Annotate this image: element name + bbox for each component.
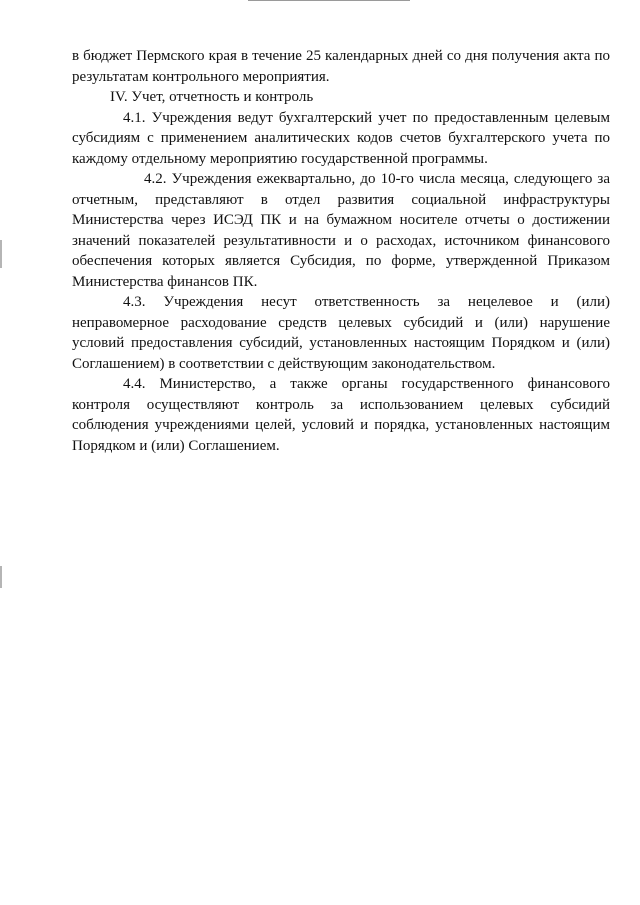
clause-4-3: 4.3. Учреждения несут ответственность за нецелевое и (или) неправомерное расходование средств целевых субсидий и (или) нарушение условий предоставления субсидий, установленных настоящим Порядком и (или) Соглашением) в соответствии с действующим законодательством. xyxy=(72,294,610,372)
clause-4-1: 4.1. Учреждения ведут бухгалтерский учет по предоставленным целевым субсидиям с применением аналитических кодов счетов бухгалтерского учета по каждому отдельному мероприятию государственной программы. xyxy=(72,109,610,167)
scan-edge-mark xyxy=(0,240,2,268)
clause-4-4: 4.4. Министерство, а также органы государственного финансового контроля осуществляют контроль за использованием целевых субсидий соблюдения учреждениями целей, условий и порядка, установленных настоящим Порядком и (или) Соглашением. xyxy=(72,376,610,454)
section-heading: IV. Учет, отчетность и контроль xyxy=(110,89,314,105)
lead-paragraph: в бюджет Пермского края в течение 25 календарных дней со дня получения акта по результатам контрольного мероприятия. xyxy=(72,48,610,85)
top-edge-rule xyxy=(248,0,410,1)
clause-4-2: 4.2. Учреждения ежеквартально, до 10-го числа месяца, следующего за отчетным, представляют в отдел развития социальной инфраструктуры Министерства через ИСЭД ПК и на бумажном носителе отчеты о достижении значений показателей результативности и о расходах, источником финансового обеспечения которых является Субсидия, по форме, утвержденной Приказом Министерства финансов ПК. xyxy=(72,171,610,290)
document-body xyxy=(72,46,610,456)
scan-edge-mark xyxy=(0,566,2,588)
